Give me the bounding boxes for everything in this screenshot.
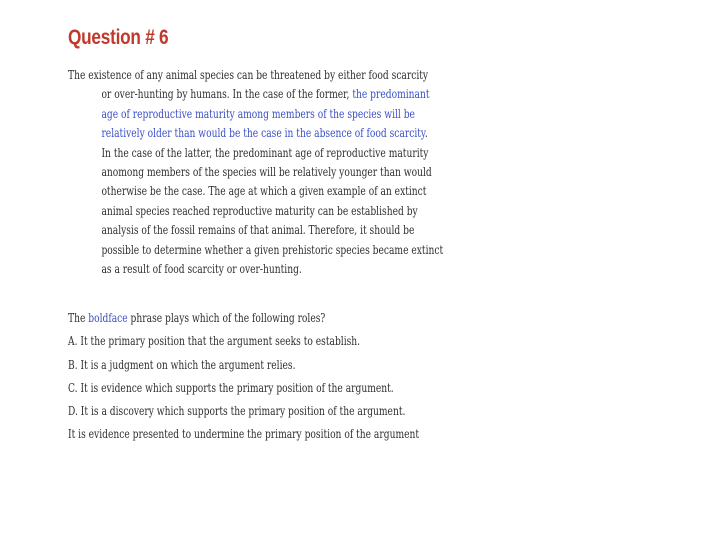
option-a[interactable]: A. It the primary position that the argument seeks to establish. bbox=[68, 334, 361, 349]
boldface-phrase-end: relatively older than would be the case in the absence of food scarcity bbox=[101, 126, 425, 141]
passage-period: . bbox=[424, 126, 428, 141]
passage-line-5: In the case of the latter, the predominant age of reproductive maturity bbox=[101, 145, 429, 160]
option-c[interactable]: C. It is evidence which supports the primary position of the argument. bbox=[68, 380, 394, 395]
prompt-end: phrase plays which of the following roles? bbox=[127, 311, 326, 325]
passage-line-7: otherwise be the case. The age at which a given example of an extinct bbox=[101, 184, 427, 199]
passage-line-10: possible to determine whether a given prehistoric species became extinct bbox=[101, 242, 444, 257]
passage-line-8: animal species reached reproductive maturity can be established by bbox=[101, 203, 418, 218]
option-e[interactable]: It is evidence presented to undermine the primary position of the argument bbox=[68, 427, 420, 442]
passage-line-11: as a result of food scarcity or over-hunting. bbox=[101, 261, 302, 276]
prompt-start: The bbox=[68, 311, 89, 325]
passage-line-4 bbox=[68, 124, 509, 143]
passage-line-1: The existence of any animal species can be threatened by either food scarcity bbox=[68, 68, 429, 82]
passage-line-9: analysis of the fossil remains of that animal. Therefore, it should be bbox=[101, 223, 415, 238]
option-d[interactable]: D. It is a discovery which supports the primary position of the argument. bbox=[68, 404, 406, 419]
question-block bbox=[68, 307, 509, 447]
boldface-phrase: the predominant bbox=[352, 87, 430, 102]
prompt-highlight: boldface bbox=[88, 311, 128, 325]
passage-line-2 bbox=[68, 85, 509, 104]
passage bbox=[68, 66, 509, 279]
question-title: Question # 6 bbox=[68, 26, 169, 49]
option-b[interactable]: B. It is a judgment on which the argument relies. bbox=[68, 357, 296, 372]
question-prompt bbox=[68, 307, 509, 330]
passage-line-6: anomong members of the species will be relatively younger than would bbox=[101, 164, 432, 179]
passage-text: or over-hunting by humans. In the case of the former, bbox=[101, 87, 353, 102]
boldface-phrase-line-3: age of reproductive maturity among members of the species will be bbox=[101, 106, 415, 121]
